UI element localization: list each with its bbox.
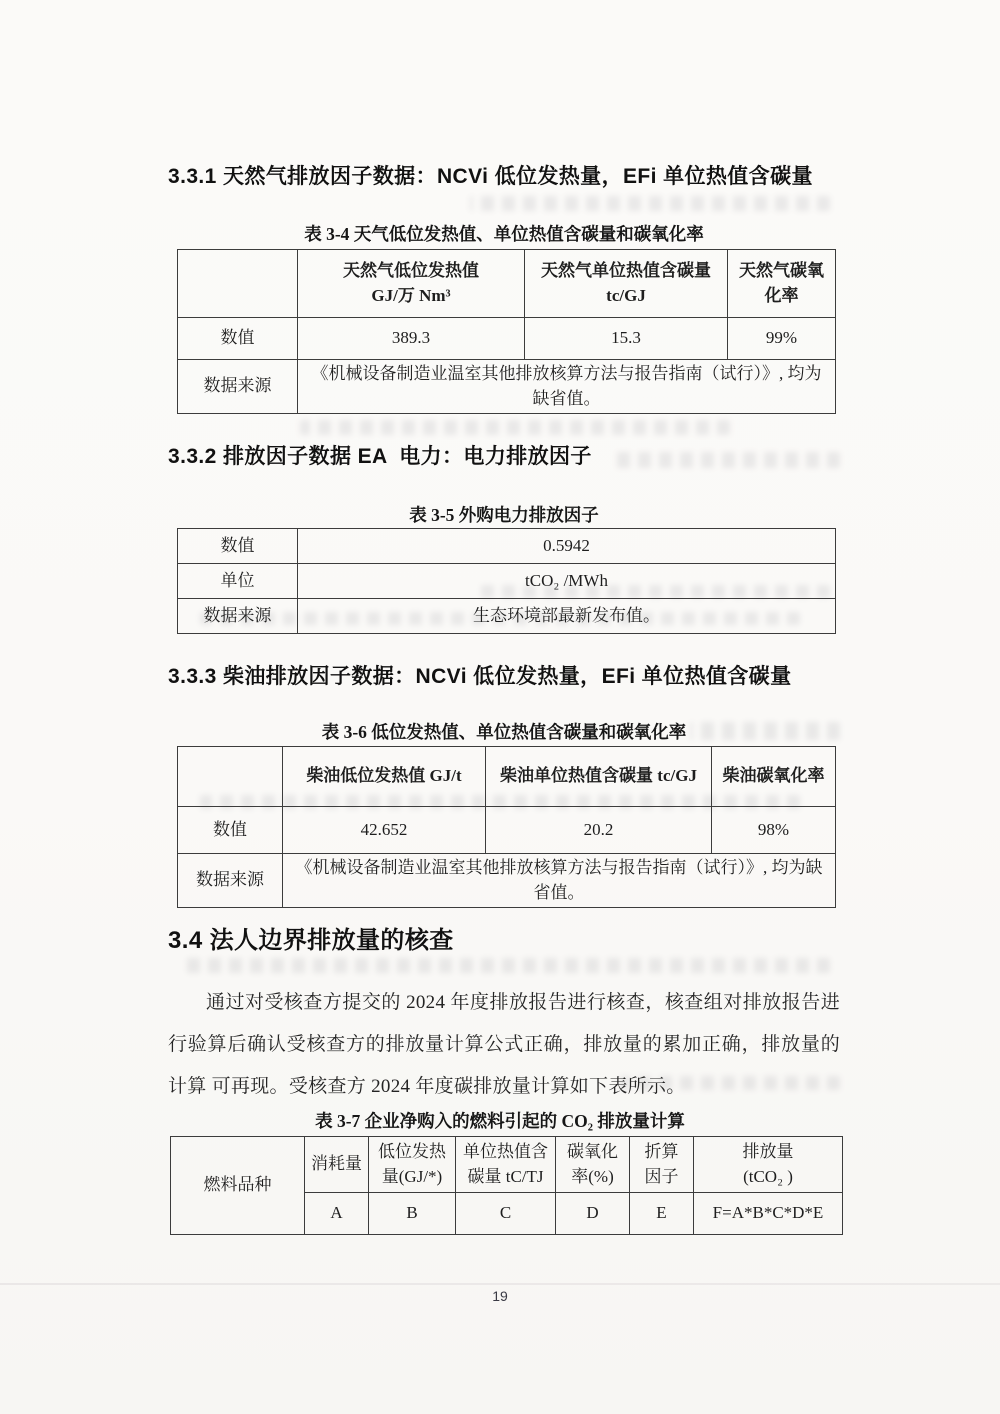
table-row xyxy=(178,807,836,854)
column-header-line: 碳氧化 xyxy=(567,1141,618,1161)
column-header xyxy=(556,1137,630,1193)
table-3-5-caption: 表 3-5 外购电力排放因子 xyxy=(409,505,599,525)
row-label: 数值 xyxy=(178,529,298,564)
column-header xyxy=(369,1137,456,1193)
table-row xyxy=(178,854,836,908)
column-header-line: 量(GJ/*) xyxy=(381,1166,443,1186)
column-header-line: GJ/万 Nm³ xyxy=(371,285,451,305)
table-row xyxy=(178,250,836,318)
column-header: 柴油碳氧化率 xyxy=(712,747,836,807)
value-cell: 0.5942 xyxy=(298,529,836,564)
column-header-line: 率(%) xyxy=(571,1166,614,1186)
table-3-5 xyxy=(177,528,836,634)
column-code: D xyxy=(556,1193,630,1235)
column-header xyxy=(456,1137,556,1193)
row-label: 单位 xyxy=(178,564,298,599)
row-header-fuel-type: 燃料品种 xyxy=(171,1137,305,1235)
value-cell: 42.652 xyxy=(283,807,486,854)
bleedthrough-smudge xyxy=(470,196,830,211)
column-header xyxy=(630,1137,694,1193)
table-3-7 xyxy=(170,1136,843,1235)
table-3-6-caption: 表 3-6 低位发热值、单位热值含碳量和碳氧化率 xyxy=(321,722,687,742)
column-header-line: tc/GJ xyxy=(606,285,646,305)
value-cell: 389.3 xyxy=(298,318,525,360)
column-code: E xyxy=(630,1193,694,1235)
column-header xyxy=(694,1137,843,1193)
column-code: A xyxy=(305,1193,369,1235)
column-header: 柴油单位热值含碳量 tc/GJ xyxy=(486,747,712,807)
bleedthrough-smudge xyxy=(610,452,840,468)
value-cell: 98% xyxy=(712,807,836,854)
bleedthrough-smudge xyxy=(300,420,730,435)
column-code: C xyxy=(456,1193,556,1235)
value-cell: 生态环境部最新发布值。 xyxy=(298,599,836,634)
column-header xyxy=(305,1137,369,1193)
table-row xyxy=(178,529,836,564)
row-label: 数据来源 xyxy=(178,854,283,908)
footer-divider xyxy=(0,1283,1000,1285)
source-cell: 《机械设备制造业温室其他排放核算方法与报告指南（试行）》, 均为缺省值。 xyxy=(283,854,836,908)
column-header-line: 天然气碳氧 xyxy=(739,260,824,280)
row-label: 数据来源 xyxy=(178,599,298,634)
column-header-line: 折算 xyxy=(644,1141,679,1161)
value-cell: 20.2 xyxy=(486,807,712,854)
column-header xyxy=(728,250,836,318)
column-header: 柴油低位发热值 GJ/t xyxy=(283,747,486,807)
column-code: B xyxy=(369,1193,456,1235)
section-heading-3-3-1: 3.3.1 天然气排放因子数据：NCVi 低位发热量，EFi 单位热值含碳量 xyxy=(168,165,813,188)
body-paragraph: 通过对受核查方提交的 2024 年度排放报告进行核查，核查组对排放报告进行验算后确认受核查方的排放量计算公式正确，排放量的累加正确，排放量的计算 可再现。受核查方 2024 年度碳排放量计算如下表所示。 xyxy=(168,992,840,1097)
section-heading-3-3-3: 3.3.3 柴油排放因子数据：NCVi 低位发热量，EFi 单位热值含碳量 xyxy=(168,665,792,688)
table-corner-cell xyxy=(178,250,298,318)
value-cell: 99% xyxy=(728,318,836,360)
table-row xyxy=(171,1137,843,1193)
column-header-line: (tCO₂ ) xyxy=(743,1166,793,1186)
table-3-4-caption: 表 3-4 天气低位发热值、单位热值含碳量和碳氧化率 xyxy=(304,224,704,244)
table-row xyxy=(178,599,836,634)
column-header-line: 化率 xyxy=(764,285,799,305)
table-3-6 xyxy=(177,746,836,908)
column-header-line: 低位发热 xyxy=(378,1141,446,1161)
row-label: 数值 xyxy=(178,807,283,854)
page-number: 19 xyxy=(492,1288,508,1304)
section-heading-3-3-2: 3.3.2 排放因子数据 EA 电力：电力排放因子 xyxy=(168,445,592,468)
table-corner-cell xyxy=(178,747,283,807)
column-header-line: 天然气单位热值含碳量 xyxy=(541,260,711,280)
column-header-line: 排放量 xyxy=(742,1141,794,1161)
row-label: 数值 xyxy=(178,318,298,360)
column-header xyxy=(525,250,728,318)
section-heading-3-4: 3.4 法人边界排放量的核查 xyxy=(168,927,454,954)
column-header xyxy=(298,250,525,318)
table-row xyxy=(178,564,836,599)
column-header-line: 因子 xyxy=(644,1166,679,1186)
column-header-line: 消耗量 xyxy=(311,1154,362,1174)
bleedthrough-smudge xyxy=(180,958,830,973)
row-label: 数据来源 xyxy=(178,360,298,414)
table-3-4 xyxy=(177,249,836,414)
value-cell: tCO₂ /MWh xyxy=(298,564,836,599)
column-header-line: 碳量 tC/TJ xyxy=(467,1166,544,1186)
table-3-7-caption: 表 3-7 企业净购入的燃料引起的 CO₂ 排放量计算 xyxy=(315,1111,685,1131)
source-cell: 《机械设备制造业温室其他排放核算方法与报告指南（试行）》, 均为缺省值。 xyxy=(298,360,836,414)
column-header-line: 天然气低位发热值 xyxy=(343,260,479,280)
column-header-line: 单位热值含 xyxy=(463,1141,548,1161)
table-row xyxy=(178,747,836,807)
table-row xyxy=(178,318,836,360)
table-row xyxy=(178,360,836,414)
column-code: F=A*B*C*D*E xyxy=(694,1193,843,1235)
value-cell: 15.3 xyxy=(525,318,728,360)
